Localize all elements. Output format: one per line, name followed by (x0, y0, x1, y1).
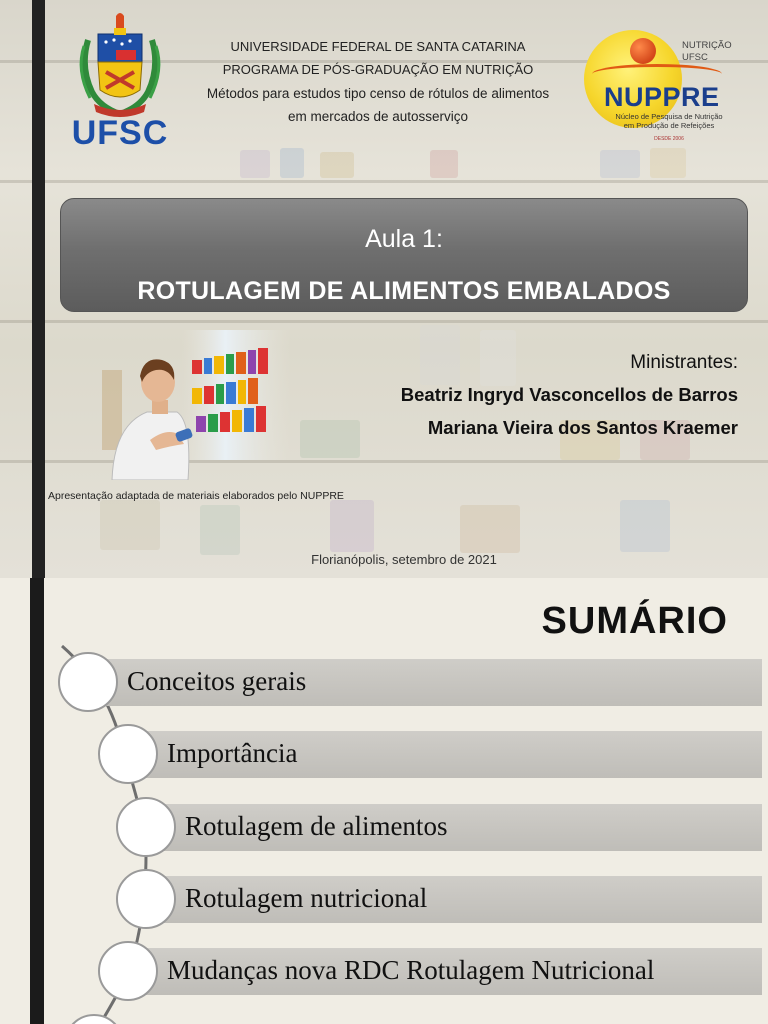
institution-header (178, 36, 578, 129)
summary-item-label: Conceitos gerais (127, 666, 307, 696)
instructor-name: Mariana Vieira dos Santos Kraemer (427, 417, 738, 438)
lesson-number: Aula 1: (365, 225, 443, 253)
adapted-note: Apresentação adaptada de materiais elaborados pelo NUPPRE (48, 490, 344, 502)
nuppre-subtitle: Núcleo de Pesquisa de Nutrição em Produção de Refeições (615, 112, 723, 130)
place-date: Florianópolis, setembro de 2021 (311, 552, 497, 567)
instructor-name: Beatriz Ingryd Vasconcellos de Barros (400, 384, 738, 405)
summary-bullet-icon (98, 724, 158, 784)
shopper-image (92, 330, 290, 480)
nuppre-tag: NUTRIÇÃO UFSC (682, 40, 732, 64)
summary-slide (0, 578, 768, 1024)
instructors-block (401, 352, 738, 450)
nuppre-dot-icon (630, 38, 656, 64)
summary-item-label: Mudanças nova RDC Rotulagem Nutricional (167, 955, 655, 985)
summary-item-label: Rotulagem nutricional (185, 883, 428, 913)
course-title-line1: Métodos para estudos tipo censo de rótulos de alimentos (206, 85, 550, 101)
summary-bullet-icon (116, 869, 176, 929)
instructors-label: Ministrantes: (630, 352, 738, 373)
summary-title: SUMÁRIO (541, 600, 728, 642)
summary-bullet-icon (98, 941, 158, 1001)
university-name: UNIVERSIDADE FEDERAL DE SANTA CATARINA (230, 39, 526, 54)
summary-item-label: Importância (167, 738, 298, 768)
ufsc-logo-text: UFSC (71, 114, 169, 152)
nuppre-since: DESDE 2006 (654, 136, 684, 142)
nuppre-logo (582, 28, 752, 153)
summary-bullet-icon (58, 652, 118, 712)
lesson-title: ROTULAGEM DE ALIMENTOS EMBALADOS (137, 277, 671, 305)
course-title-line2: em mercados de autosserviço (287, 109, 469, 125)
lesson-title-box (60, 198, 748, 312)
summary-bullet-icon (116, 797, 176, 857)
slide-left-bar (32, 0, 45, 578)
nuppre-name: NUPPRE (604, 82, 720, 112)
program-name: PROGRAMA DE PÓS-GRADUAÇÃO EM NUTRIÇÃO (222, 61, 534, 77)
summary-item-label: Rotulagem de alimentos (185, 811, 448, 841)
